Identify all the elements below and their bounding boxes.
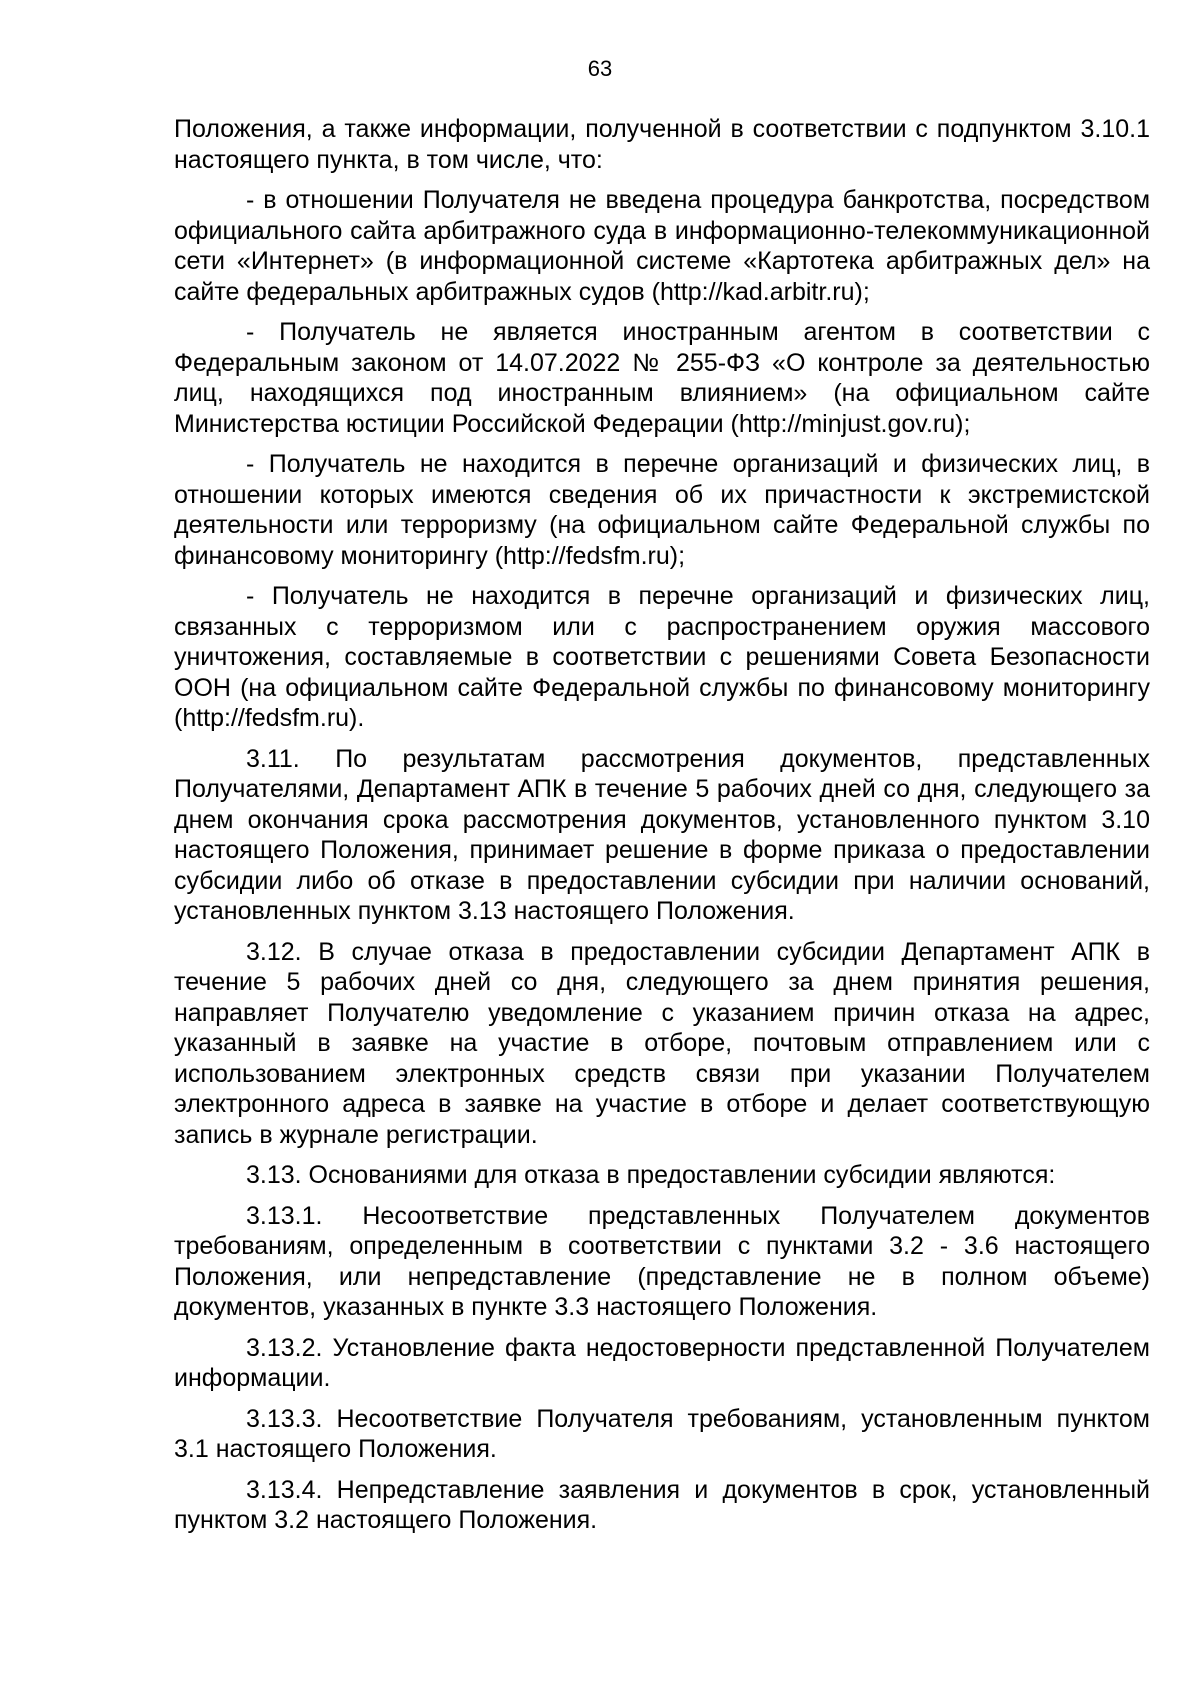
paragraph-bankruptcy-check: - в отношении Получателя не введена процедура банкротства, посредством официального сайта арбитражного суда в информационно-телекоммуникационной сети «Интернет» (в информационной системе «Картотека арбитражных дел» на сайте федеральных арбитражных судов (http://kad.arbitr.ru); <box>174 186 1150 306</box>
document-body <box>174 114 1150 1536</box>
paragraph-3-12: 3.12. В случае отказа в предоставлении субсидии Департамент АПК в течение 5 рабочих дней со дня, следующего за днем принятия решения, направляет Получателю уведомление с указанием причин отказа на адрес, указанный в заявке на участие в отборе, почтовым отправлением или с использованием электронных средств связи при указании Получателем электронного адреса в заявке на участие в отборе и делает соответствующую запись в журнале регистрации. <box>174 937 1150 1149</box>
paragraph-extremism-check: - Получатель не находится в перечне организаций и физических лиц, в отношении которых имеются сведения об их причастности к экстремистской деятельности или терроризму (на официальном сайте Федеральной службы по финансовому мониторингу (http://fedsfm.ru); <box>174 450 1150 570</box>
page-number: 63 <box>587 56 613 81</box>
paragraph-3-13: 3.13. Основаниями для отказа в предоставлении субсидии являются: <box>246 1161 1056 1189</box>
paragraph-3-13-3: 3.13.3. Несоответствие Получателя требованиям, установленным пунктом 3.1 настоящего Положения. <box>174 1404 1150 1463</box>
paragraph-continuation: Положения, а также информации, полученной в соответствии с подпунктом 3.10.1 настоящего пункта, в том числе, что: <box>174 115 1150 174</box>
paragraph-un-security-council-check: - Получатель не находится в перечне организаций и физических лиц, связанных с терроризмом или с распространением оружия массового уничтожения, составляемые в соответствии с решениями Совета Безопасности ООН (на официальном сайте Федеральной службы по финансовому мониторингу (http://fedsfm.ru). <box>174 582 1150 732</box>
paragraph-foreign-agent-check: - Получатель не является иностранным агентом в соответствии с Федеральным законом от 14.07.2022 № 255-ФЗ «О контроле за деятельностью лиц, находящихся под иностранным влиянием» (на официальном сайте Министерства юстиции Российской Федерации (http://minjust.gov.ru); <box>174 318 1150 438</box>
paragraph-3-13-1: 3.13.1. Несоответствие представленных Получателем документов требованиям, определенным в соответствии с пунктами 3.2 - 3.6 настоящего Положения, или непредставление (представление не в полном объеме) документов, указанных в пункте 3.3 настоящего Положения. <box>174 1201 1150 1321</box>
paragraph-3-11: 3.11. По результатам рассмотрения документов, представленных Получателями, Департамент АПК в течение 5 рабочих дней со дня, следующего за днем окончания срока рассмотрения документов, установленного пунктом 3.10 настоящего Положения, принимает решение в форме приказа о предоставлении субсидии либо об отказе в предоставлении субсидии при наличии оснований, установленных пунктом 3.13 настоящего Положения. <box>174 744 1150 925</box>
paragraph-3-13-2: 3.13.2. Установление факта недостоверности представленной Получателем информации. <box>174 1333 1150 1392</box>
paragraph-3-13-4: 3.13.4. Непредставление заявления и документов в срок, установленный пунктом 3.2 настоящего Положения. <box>174 1475 1150 1534</box>
